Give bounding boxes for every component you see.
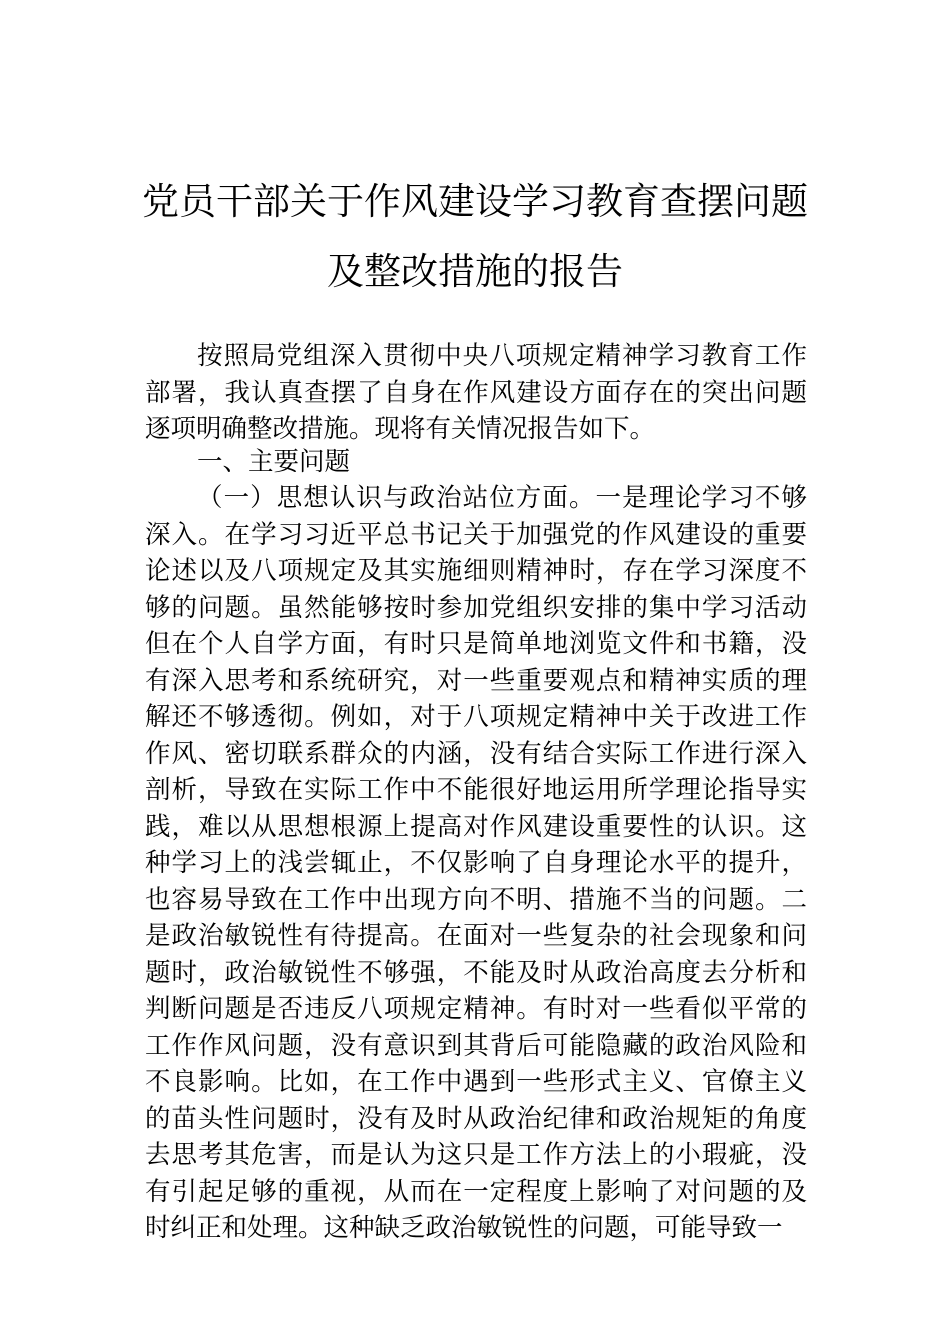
intro-paragraph: 按照局党组深入贯彻中央八项规定精神学习教育工作部署，我认真查摆了自身在作风建设方面存在的突出问题逐项明确整改措施。现将有关情况报告如下。 [145,341,807,444]
document-title-line-1: 党员干部关于作风建设学习教育查摆问题 [142,180,808,223]
section-heading-main-problems: 一、主要问题 [197,447,351,477]
section-1-paragraph: （一）思想认识与政治站位方面。一是理论学习不够深入。在学习习近平总书记关于加强党的作风建设的重要论述以及八项规定及其实施细则精神时，存在学习深度不够的问题。虽然能够按时参加党组织安排的集中学习活动但在个人自学方面，有时只是简单地浏览文件和书籍，没有深入思考和系统研究，对一些重要观点和精神实质的理解还不够透彻。例如，对于八项规定精神中关于改进工作作风、密切联系群众的内涵，没有结合实际工作进行深入剖析，导致在实际工作中不能很好地运用所学理论指导实践，难以从思想根源上提高对作风建设重要性的认识。这种学习上的浅尝辄止，不仅影响了自身理论水平的提升，也容易导致在工作中出现方向不明、措施不当的问题。二是政治敏锐性有待提高。在面对一些复杂的社会现象和问题时，政治敏锐性不够强，不能及时从政治高度去分析和判断问题是否违反八项规定精神。有时对一些看似平常的工作作风问题，没有意识到其背后可能隐藏的政治风险和不良影响。比如，在工作中遇到一些形式主义、官僚主义的苗头性问题时，没有及时从政治纪律和政治规矩的角度去思考其危害，而是认为这只是工作方法上的小瑕疵，没有引起足够的重视，从而在一定程度上影响了对问题的及时纠正和处理。这种缺乏政治敏锐性的问题，可能导致一 [145,483,807,1243]
document-title-line-2: 及整改措施的报告 [327,250,623,293]
